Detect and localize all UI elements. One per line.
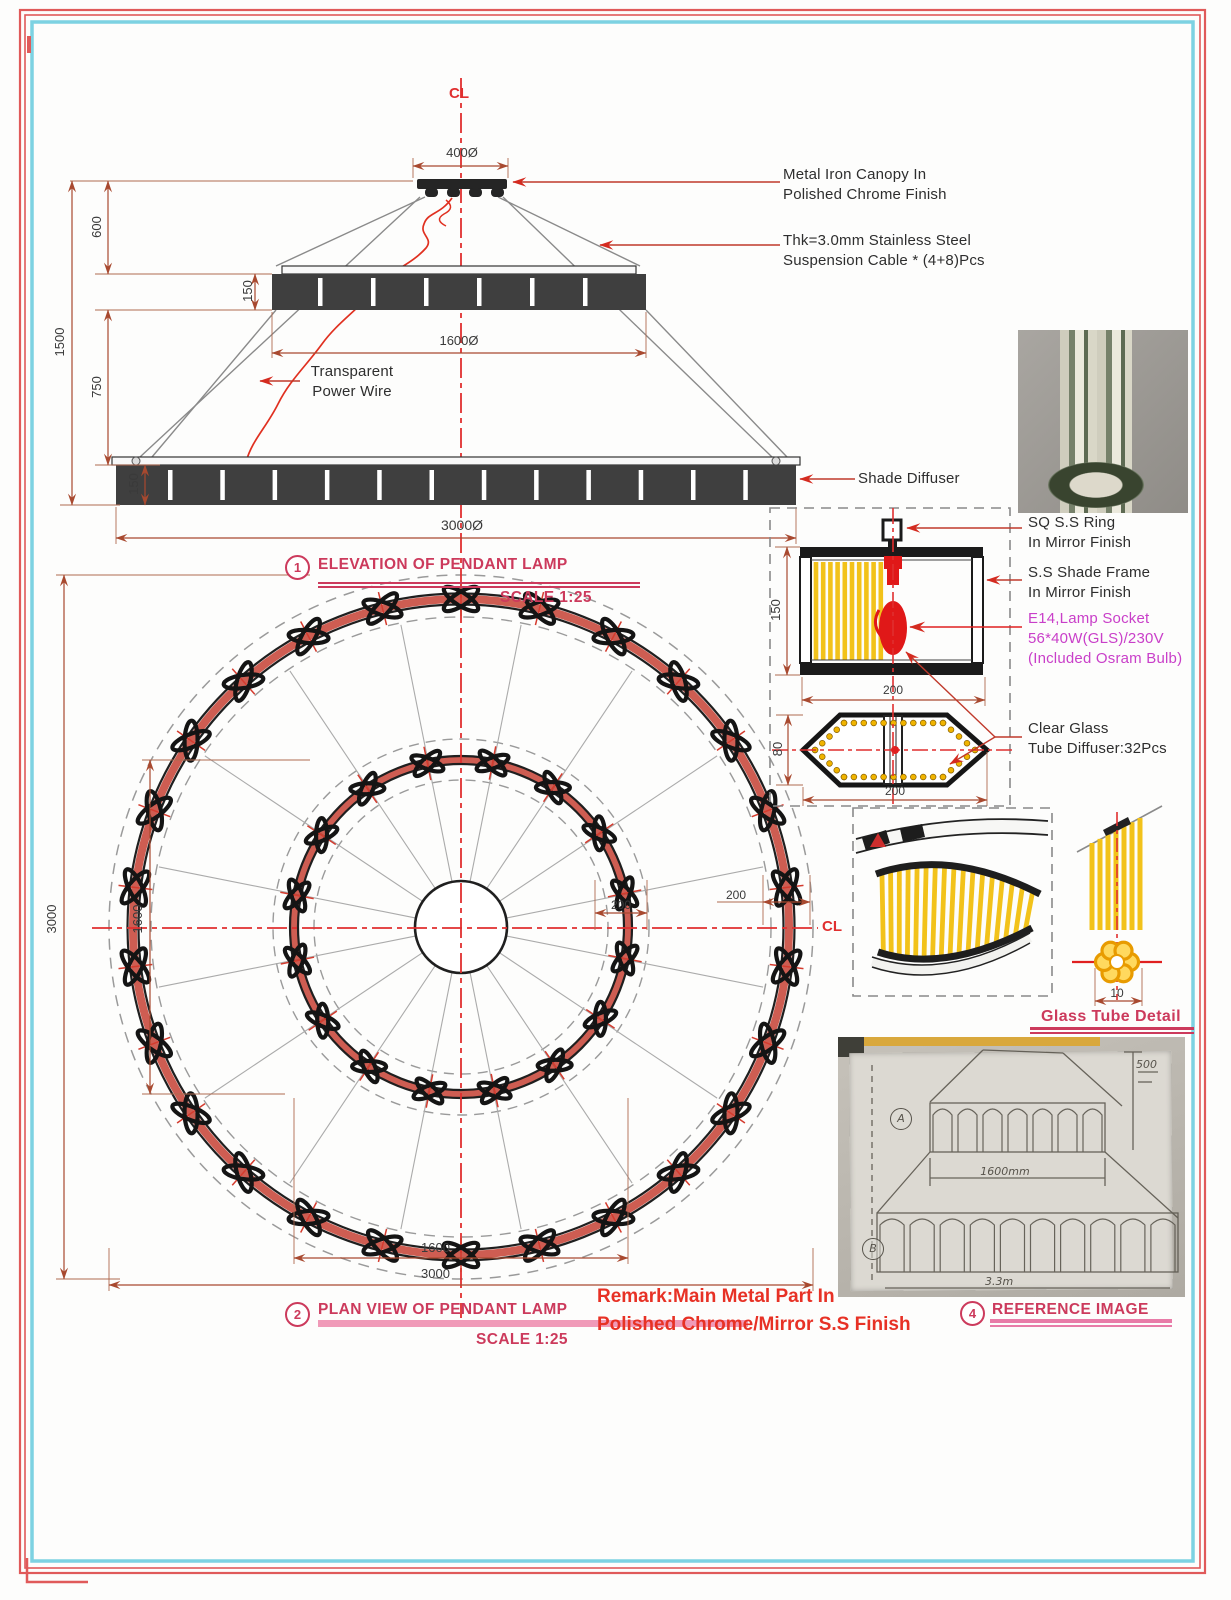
glass-tube-detail-drawing [1072,806,1162,1006]
shade-3d-view [853,808,1052,996]
dim-mid-ring-height: 150 [240,280,255,302]
glass-tube-detail-underline-2 [1030,1032,1194,1034]
elevation-drawing [60,158,855,544]
sq-ring-label: SQ S.S Ring In Mirror Finish [1028,514,1132,551]
plan-view-drawing [56,78,818,1318]
elevation-scale: SCALE 1:25 [500,589,592,606]
plan-view-number: 2 [285,1302,310,1327]
dim-bottom-ring-height: 150 [126,473,141,495]
dim-shade-width: 200 [882,683,904,697]
reference-title: REFERENCE IMAGE [992,1301,1149,1318]
dim-upper-drop: 600 [89,216,104,238]
dim-band-inner: 200 [610,898,632,912]
elevation-title-underline [318,582,640,584]
sheet-border [20,10,1205,1582]
elevation-centerline-label: CL [449,85,469,102]
reference-view-number: 4 [960,1301,985,1326]
elevation-title: ELEVATION OF PENDANT LAMP [318,556,568,573]
dim-bottom-ring-diameter: 3000Ø [440,517,484,533]
shade-frame-label: S.S Shade Frame In Mirror Finish [1028,564,1151,601]
shade-diffuser-label: Shade Diffuser [858,470,960,487]
cable-label: Thk=3.0mm Stainless Steel Suspension Cable * (4+8)Pcs [783,232,985,269]
dim-shade-depth: 80 [770,741,785,757]
sketch-dim-total: 3.3m [985,1275,1014,1288]
elevation-view-number: 1 [285,555,310,580]
dim-band-outer: 200 [725,888,747,902]
plan-scale: SCALE 1:25 [476,1331,568,1348]
dim-shade-width-plan: 200 [884,784,906,798]
reference-underline-2 [990,1325,1172,1327]
plan-title: PLAN VIEW OF PENDANT LAMP [318,1301,568,1318]
dim-mid-ring-diameter: 1600Ø [439,333,479,348]
sketch-dim-width: 1600mm [980,1165,1030,1178]
shade-detail-drawing [770,508,1022,806]
dim-shade-height: 150 [768,599,783,621]
glass-tube-detail-title: Glass Tube Detail [1041,1008,1181,1025]
dim-plan-outer-horizontal: 3000 [421,1266,450,1281]
canopy-label: Metal Iron Canopy In Polished Chrome Finish [783,166,947,203]
dim-plan-inner-horizontal: 1600 [421,1240,450,1255]
glass-tube-detail-underline [1030,1027,1194,1030]
dim-lower-drop: 750 [89,376,104,398]
sketch-marker-b: B [862,1238,884,1260]
remark-text: Remark:Main Metal Part In Polished Chrome/Mirror S.S Finish [597,1286,911,1335]
dim-plan-inner-vertical: 1600 [130,904,145,934]
lamp-socket-label: E14,Lamp Socket 56*40W(GLS)/230V (Included Osram Bulb) [1028,610,1183,667]
dim-total-height: 1500 [52,327,67,357]
dim-canopy-diameter: 400Ø [446,145,478,160]
elevation-title-underline-2 [318,586,640,588]
dim-plan-outer-vertical: 3000 [44,904,59,934]
sketch-marker-a: A [890,1108,912,1130]
power-wire-label: Transparent Power Wire [310,363,394,400]
sketch-dim-height: 500 [1136,1058,1157,1071]
plan-centerline-label: CL [822,918,842,935]
dim-tube-diameter: 10 [1110,986,1124,1000]
reference-underline [990,1319,1172,1323]
glass-diffuser-label: Clear Glass Tube Diffuser:32Pcs [1028,720,1167,757]
